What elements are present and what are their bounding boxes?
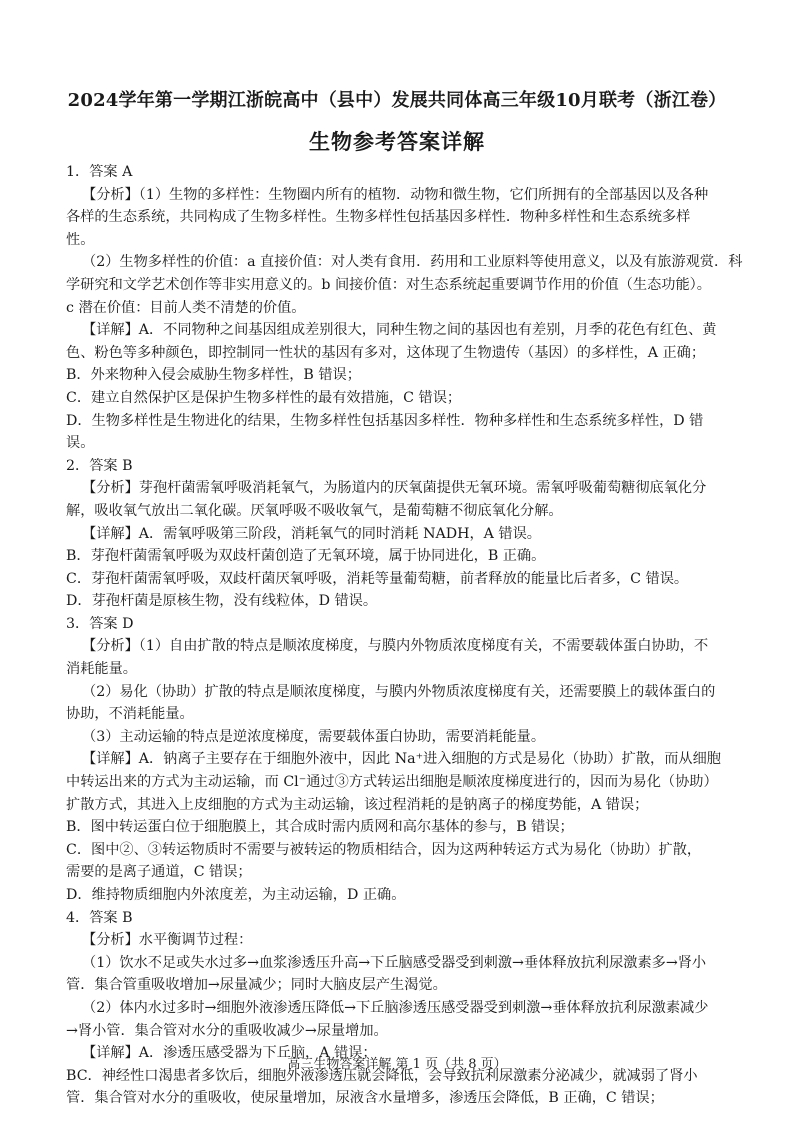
- explanation-line: 【详解】A．不同物种之间基因组成差别很大，同种生物之间的基因也有差别，月季的花色有红色、黄: [82, 322, 717, 339]
- explanation-line: 【详解】A．需氧呼吸第三阶段，消耗氧气的同时消耗 NADH，A 错误。: [82, 525, 541, 542]
- explanation-line: 需要的是离子通道，C 错误；: [66, 864, 252, 881]
- explanation-line: 误。: [66, 435, 95, 452]
- analysis-line: 协助，不消耗能量。: [66, 706, 194, 723]
- analysis-line: 学研究和文学艺术创作等非实用意义的。b 间接价值：对生态系统起重要调节作用的价值（生态功能）。: [66, 276, 711, 293]
- explanation-line: B．芽孢杆菌需氧呼吸为双歧杆菌创造了无氧环境，属于协同进化，B 正确。: [66, 548, 546, 565]
- explanation-line: 【详解】A．钠离子主要存在于细胞外液中，因此 Na⁺进入细胞的方式是易化（协助）扩散，而从细胞: [82, 751, 721, 768]
- answer-heading-4: 4．答案 B: [66, 909, 133, 926]
- explanation-line: C．芽孢杆菌需氧呼吸，双歧杆菌厌氧呼吸，消耗等量葡萄糖，前者释放的能量比后者多，C 错误。: [66, 570, 689, 587]
- explanation-line: 色、粉色等多种颜色，即控制同一性状的基因有多对，这体现了生物遗传（基因）的多样性，A 正确；: [66, 344, 706, 361]
- analysis-line: （2）生物多样性的价值：a 直接价值：对人类有食用．药用和工业原料等使用意义，以及有旅游观赏．科: [82, 254, 743, 271]
- explanation-line: B．外来物种入侵会威胁生物多样性，B 错误；: [66, 367, 361, 384]
- analysis-line: 【分析】芽孢杆菌需氧呼吸消耗氧气，为肠道内的厌氧菌提供无氧环境。需氧呼吸葡萄糖彻底氧化分: [82, 480, 707, 497]
- answer-heading-3: 3．答案 D: [66, 615, 134, 632]
- exam-title: 2024学年第一学期江浙皖高中（县中）发展共同体高三年级10月联考（浙江卷）: [67, 90, 727, 111]
- page-subtitle: 生物参考答案详解: [309, 129, 485, 154]
- explanation-line: D．芽孢杆菌是原核生物，没有线粒体，D 错误。: [66, 593, 378, 610]
- page-footer: 高三生物答案详解 第 1 页（共 8 页）: [287, 1057, 507, 1072]
- answer-body: [66, 161, 743, 1110]
- analysis-line: 消耗能量。: [66, 661, 137, 678]
- explanation-line: 管．集合管对水分的重吸收，使尿量增加，尿液含水量增多，渗透压会降低，B 正确，C 错误；: [66, 1090, 664, 1107]
- explanation-line: C．建立自然保护区是保护生物多样性的最有效措施，C 错误；: [66, 389, 462, 406]
- analysis-line: 管．集合管重吸收增加→尿量减少；同时大脑皮层产生渴觉。: [66, 977, 447, 994]
- answer-heading-2: 2．答案 B: [66, 457, 133, 474]
- explanation-line: 中转运出来的方式为主动运输，而 Cl⁻通过③方式转运出细胞是顺浓度梯度进行的，因而为易化（协助）: [66, 774, 718, 791]
- explanation-line: 扩散方式，其进入上皮细胞的方式为主动运输，该过程消耗的是钠离子的梯度势能，A 错误；: [66, 796, 649, 813]
- analysis-line: （1）饮水不足或失水过多→血浆渗透压升高→下丘脑感受器受到刺激→垂体释放抗利尿激素多→肾小: [82, 954, 707, 971]
- analysis-line: 【分析】（1）自由扩散的特点是顺浓度梯度，与膜内外物质浓度梯度有关，不需要载体蛋白协助，不: [82, 638, 709, 655]
- analysis-line: （2）体内水过多时→细胞外液渗透压降低→下丘脑渗透压感受器受到刺激→垂体释放抗利尿激素减少: [82, 999, 709, 1016]
- answer-heading-1: 1．答案 A: [66, 164, 133, 180]
- explanation-line: D．生物多样性是生物进化的结果，生物多样性包括基因多样性．物种多样性和生态系统多样性，D 错: [66, 412, 704, 429]
- analysis-line: 解，吸收氧气放出二氧化碳。厌氧呼吸不吸收氧气，是葡萄糖不彻底氧化分解。: [66, 502, 563, 519]
- analysis-line: 【分析】水平衡调节过程：: [82, 932, 253, 949]
- analysis-line: （3）主动运输的特点是逆浓度梯度，需要载体蛋白协助，需要消耗能量。: [82, 728, 546, 745]
- explanation-line: B．图中转运蛋白位于细胞膜上，其合成时需内质网和高尔基体的参与，B 错误；: [66, 819, 574, 836]
- analysis-line: c 潜在价值：目前人类不清楚的价值。: [66, 299, 306, 316]
- explanation-line: 【详解】A．渗透压感受器为下丘脑，A 错误；: [82, 1045, 377, 1062]
- explanation-line: D．维持物质细胞内外浓度差，为主动运输，D 正确。: [66, 887, 406, 903]
- analysis-line: 性。: [66, 231, 95, 248]
- analysis-line: 各样的生态系统，共同构成了生物多样性。生物多样性包括基因多样性．物种多样性和生态系统多样: [66, 209, 691, 226]
- analysis-line: 【分析】（1）生物的多样性：生物圈内所有的植物．动物和微生物，它们所拥有的全部基因以及各种: [82, 186, 709, 203]
- analysis-line: （2）易化（协助）扩散的特点是顺浓度梯度，与膜内外物质浓度梯度有关，还需要膜上的载体蛋白的: [82, 683, 716, 700]
- analysis-line: →肾小管．集合管对水分的重吸收减少→尿量增加。: [66, 1022, 388, 1039]
- explanation-line: BC．神经性口渴患者多饮后，细胞外液渗透压就会降低，会导致抗利尿激素分泌减少，就减弱了肾小: [66, 1067, 698, 1084]
- explanation-line: C．图中②、③转运物质时不需要与被转运的物质相结合，因为这两种转运方式为易化（协助）扩散，: [66, 841, 702, 858]
